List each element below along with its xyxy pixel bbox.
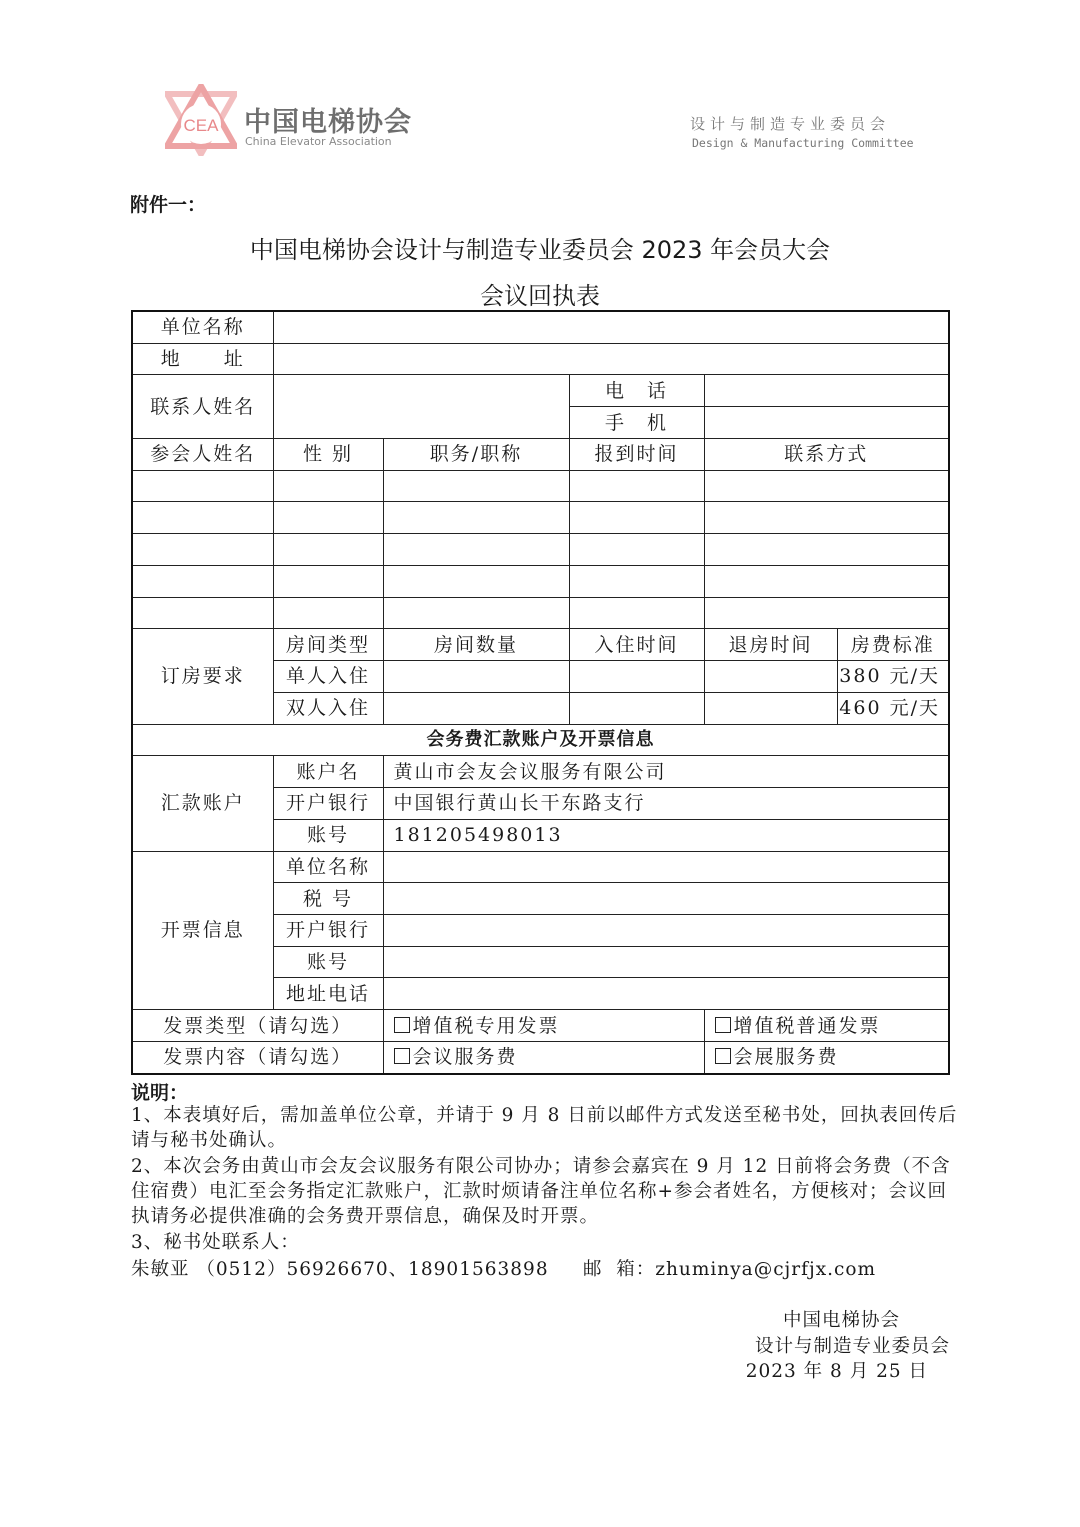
attendee-cell[interactable] — [704, 597, 949, 629]
attendee-cell[interactable] — [569, 470, 704, 502]
unit-name-field[interactable] — [273, 311, 949, 343]
invoice-type-label: 发票类型（请勾选） — [132, 1010, 383, 1042]
option-label: 会展服务费 — [733, 1046, 839, 1069]
attendee-cell[interactable] — [383, 565, 569, 597]
double-room-checkout[interactable] — [704, 692, 837, 724]
checkin-date-header: 入住时间 — [569, 629, 704, 661]
invoice-field-label: 税 号 — [273, 883, 383, 915]
attendee-cell[interactable] — [273, 502, 383, 534]
account-number-value: 181205498013 — [383, 819, 949, 851]
room-rate-header: 房费标准 — [837, 629, 949, 661]
invoice-info-label: 开票信息 — [132, 851, 273, 1010]
room-type-header: 房间类型 — [273, 629, 383, 661]
contact-name-field[interactable] — [273, 375, 569, 438]
phone-label: 电 话 — [569, 375, 704, 407]
attendee-cell[interactable] — [569, 534, 704, 566]
checkbox[interactable] — [394, 1017, 410, 1033]
invoice-field-label: 地址电话 — [273, 978, 383, 1010]
attendee-row — [132, 534, 949, 566]
attendee-cell[interactable] — [383, 534, 569, 566]
attendee-row — [132, 502, 949, 534]
payment-section-row — [132, 724, 949, 756]
payment-section-title: 会务费汇款账户及开票信息 — [132, 724, 949, 756]
attendee-cell[interactable] — [383, 470, 569, 502]
invoice-type-option-normal[interactable] — [704, 1010, 949, 1042]
option-label: 增值税专用发票 — [412, 1014, 560, 1037]
checkin-time-header: 报到时间 — [569, 438, 704, 470]
bank-label: 开户银行 — [273, 788, 383, 820]
address-row — [132, 343, 949, 375]
invoice-unit-name-field[interactable] — [383, 851, 949, 883]
phone-field[interactable] — [704, 375, 949, 407]
attendee-row — [132, 565, 949, 597]
invoice-field-label: 单位名称 — [273, 851, 383, 883]
account-name-row — [132, 756, 949, 788]
attendee-cell[interactable] — [273, 565, 383, 597]
attendee-cell[interactable] — [132, 470, 273, 502]
invoice-tax-number-field[interactable] — [383, 883, 949, 915]
committee-name-cn: 设计与制造专业委员会 — [690, 115, 891, 133]
invoice-field-label: 开户银行 — [273, 914, 383, 946]
invoice-account-field[interactable] — [383, 946, 949, 978]
invoice-field-label: 账号 — [273, 946, 383, 978]
svg-text:CEA: CEA — [183, 116, 219, 135]
secretariat-contact: 朱敏亚 （0512）56926670、18901563898 邮 箱：zhuminya@cjrfjx.com — [131, 1259, 877, 1280]
document-subtitle: 会议回执表 — [480, 282, 600, 310]
invoice-content-option-meeting[interactable] — [383, 1041, 704, 1074]
document-title: 中国电梯协会设计与制造专业委员会 2023 年会员大会 — [249, 236, 831, 264]
attendee-header-row — [132, 438, 949, 470]
attendee-cell[interactable] — [383, 502, 569, 534]
account-number-label: 账号 — [273, 819, 383, 851]
signature-org: 中国电梯协会 — [782, 1310, 900, 1331]
org-name-en: China Elevator Association — [245, 135, 392, 148]
invoice-address-phone-field[interactable] — [383, 978, 949, 1010]
invoice-bank-field[interactable] — [383, 914, 949, 946]
contact-info-header: 联系方式 — [704, 438, 949, 470]
double-room-checkin[interactable] — [569, 692, 704, 724]
checkout-date-header: 退房时间 — [704, 629, 837, 661]
single-room-count[interactable] — [383, 661, 569, 693]
attendee-cell[interactable] — [704, 502, 949, 534]
checkbox[interactable] — [715, 1017, 731, 1033]
attendee-cell[interactable] — [273, 597, 383, 629]
cea-logo — [165, 84, 237, 156]
unit-name-row — [132, 311, 949, 343]
double-room-label: 双人入住 — [273, 692, 383, 724]
attendee-cell[interactable] — [704, 470, 949, 502]
single-room-checkin[interactable] — [569, 661, 704, 693]
org-name-cn: 中国电梯协会 — [244, 107, 412, 138]
option-label: 会议服务费 — [412, 1046, 518, 1069]
invoice-content-label: 发票内容（请勾选） — [132, 1041, 383, 1074]
attendee-cell[interactable] — [273, 470, 383, 502]
mobile-field[interactable] — [704, 407, 949, 439]
attendee-cell[interactable] — [132, 597, 273, 629]
room-count-header: 房间数量 — [383, 629, 569, 661]
signature-date: 2023 年 8 月 25 日 — [745, 1361, 928, 1382]
note-3: 3、秘书处联系人： — [131, 1232, 300, 1253]
receipt-form — [131, 310, 948, 1075]
attendee-cell[interactable] — [569, 597, 704, 629]
attendee-cell[interactable] — [132, 502, 273, 534]
attendee-cell[interactable] — [132, 534, 273, 566]
double-room-price: 460 元/天 — [837, 692, 949, 724]
attendee-cell[interactable] — [569, 502, 704, 534]
remit-account-label: 汇款账户 — [132, 756, 273, 851]
committee-name-en: Design & Manufacturing Committee — [692, 136, 914, 150]
position-header: 职务/职称 — [383, 438, 569, 470]
option-label: 增值税普通发票 — [733, 1014, 881, 1037]
invoice-content-row — [132, 1041, 949, 1074]
booking-header-row — [132, 629, 949, 661]
contact-name-label: 联系人姓名 — [132, 375, 273, 438]
invoice-type-row — [132, 1010, 949, 1042]
account-name-label: 账户名 — [273, 756, 383, 788]
address-label: 地 址 — [132, 343, 273, 375]
attendee-cell[interactable] — [383, 597, 569, 629]
attendee-name-header: 参会人姓名 — [132, 438, 273, 470]
signature-committee: 设计与制造专业委员会 — [754, 1336, 950, 1357]
note-2: 2、本次会务由黄山市会友会议服务有限公司协办；请参会嘉宾在 9 月 12 日前将会务费（不含住宿费）电汇至会务指定汇款账户，汇款时烦请备注单位名称+参会者姓名，方便核对；会议回执请务必提供准确的会务费开票信息，确保及时开票。 — [131, 1156, 951, 1227]
single-room-checkout[interactable] — [704, 661, 837, 693]
account-name-value: 黄山市会友会议服务有限公司 — [383, 756, 949, 788]
invoice-content-option-exhibition[interactable] — [704, 1041, 949, 1074]
checkbox[interactable] — [394, 1048, 410, 1064]
notes-heading: 说明： — [131, 1082, 189, 1104]
booking-label: 订房要求 — [132, 629, 273, 724]
invoice-row — [132, 851, 949, 883]
bank-value: 中国银行黄山长干东路支行 — [383, 788, 949, 820]
attendee-row — [132, 597, 949, 629]
checkbox[interactable] — [715, 1048, 731, 1064]
attendee-row — [132, 470, 949, 502]
note-1: 1、本表填好后，需加盖单位公章，并请于 9 月 8 日前以邮件方式发送至秘书处，回执表回传后请与秘书处确认。 — [131, 1105, 958, 1151]
address-field[interactable] — [273, 343, 949, 375]
single-room-price: 380 元/天 — [837, 661, 949, 693]
double-room-count[interactable] — [383, 692, 569, 724]
attendee-cell[interactable] — [132, 565, 273, 597]
attendee-cell[interactable] — [569, 565, 704, 597]
contact-row — [132, 375, 949, 407]
single-room-label: 单人入住 — [273, 661, 383, 693]
attendee-cell[interactable] — [273, 534, 383, 566]
mobile-label: 手 机 — [569, 407, 704, 439]
invoice-type-option-special[interactable] — [383, 1010, 704, 1042]
attachment-label: 附件一： — [130, 194, 207, 216]
gender-header: 性 别 — [273, 438, 383, 470]
attendee-cell[interactable] — [704, 534, 949, 566]
unit-name-label: 单位名称 — [132, 311, 273, 343]
attendee-cell[interactable] — [704, 565, 949, 597]
